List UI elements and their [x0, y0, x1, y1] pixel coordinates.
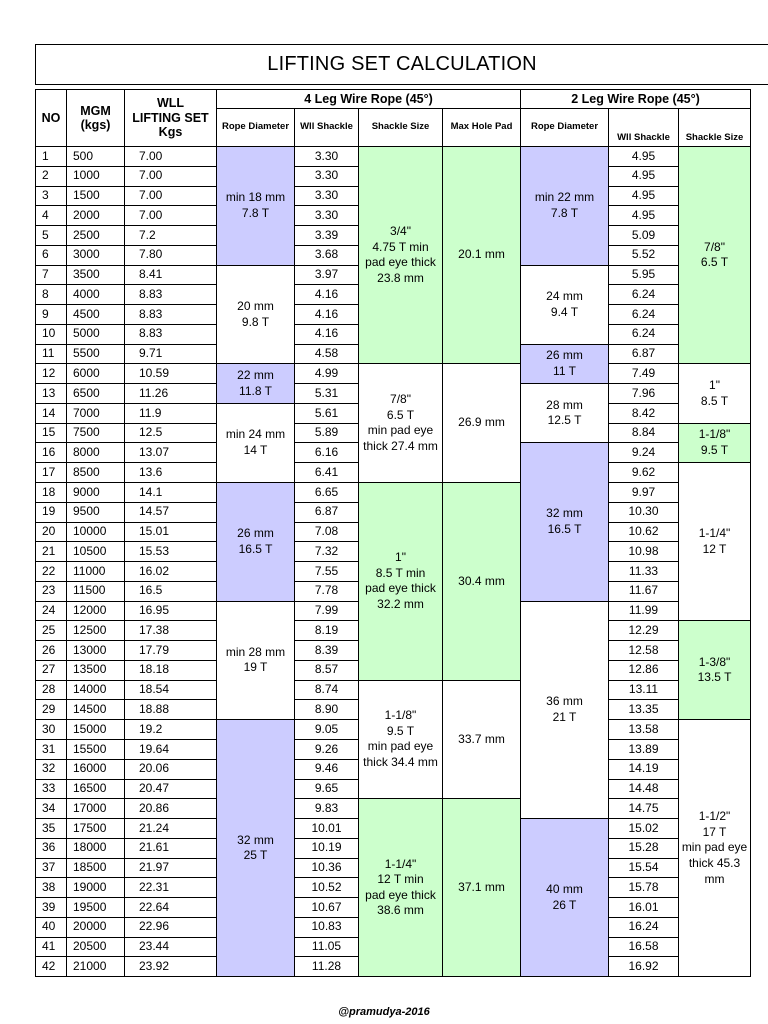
- row-mgm: 6000: [67, 364, 125, 384]
- row-wll-shackle-2leg: 5.52: [609, 246, 679, 266]
- row-wll-lifting-set: 18.18: [125, 661, 217, 681]
- row-no: 12: [36, 364, 67, 384]
- row-wll-lifting-set: 15.53: [125, 542, 217, 562]
- header-max-hole-pad: Max Hole Pad: [443, 109, 521, 147]
- row-wll-shackle-4leg: 3.68: [295, 246, 359, 266]
- row-no: 33: [36, 780, 67, 800]
- row-mgm: 4500: [67, 305, 125, 325]
- row-wll-lifting-set: 19.2: [125, 720, 217, 740]
- rope-diameter-4leg-group: 26 mm 16.5 T: [217, 483, 295, 602]
- row-wll-lifting-set: 22.96: [125, 918, 217, 938]
- row-wll-lifting-set: 7.00: [125, 167, 217, 187]
- row-no: 16: [36, 443, 67, 463]
- row-wll-shackle-2leg: 16.58: [609, 938, 679, 958]
- row-wll-shackle-2leg: 9.24: [609, 443, 679, 463]
- row-wll-shackle-2leg: 10.62: [609, 523, 679, 543]
- row-no: 35: [36, 819, 67, 839]
- row-wll-shackle-2leg: 7.96: [609, 384, 679, 404]
- row-wll-shackle-2leg: 14.48: [609, 780, 679, 800]
- row-mgm: 14000: [67, 681, 125, 701]
- row-wll-shackle-2leg: 6.24: [609, 325, 679, 345]
- row-wll-shackle-4leg: 3.30: [295, 187, 359, 207]
- row-mgm: 5000: [67, 325, 125, 345]
- row-wll-shackle-4leg: 7.08: [295, 523, 359, 543]
- max-hole-pad-group: 33.7 mm: [443, 681, 521, 800]
- row-mgm: 2000: [67, 206, 125, 226]
- row-mgm: 21000: [67, 957, 125, 977]
- row-wll-shackle-2leg: 16.24: [609, 918, 679, 938]
- row-wll-shackle-2leg: 8.84: [609, 424, 679, 444]
- row-wll-shackle-2leg: 14.19: [609, 760, 679, 780]
- row-mgm: 8000: [67, 443, 125, 463]
- row-mgm: 17000: [67, 799, 125, 819]
- row-wll-lifting-set: 21.24: [125, 819, 217, 839]
- row-wll-shackle-2leg: 16.92: [609, 957, 679, 977]
- row-wll-lifting-set: 8.41: [125, 266, 217, 286]
- row-wll-lifting-set: 7.00: [125, 206, 217, 226]
- max-hole-pad-group: 20.1 mm: [443, 147, 521, 364]
- header-rope-diameter-4leg: Rope Diameter: [217, 109, 295, 147]
- row-mgm: 1500: [67, 187, 125, 207]
- row-no: 37: [36, 859, 67, 879]
- row-wll-shackle-2leg: 12.58: [609, 641, 679, 661]
- row-no: 3: [36, 187, 67, 207]
- row-mgm: 12500: [67, 621, 125, 641]
- row-wll-lifting-set: 13.07: [125, 443, 217, 463]
- row-no: 41: [36, 938, 67, 958]
- row-wll-lifting-set: 7.80: [125, 246, 217, 266]
- row-no: 38: [36, 878, 67, 898]
- row-wll-shackle-4leg: 6.41: [295, 463, 359, 483]
- header-wll-shackle-2leg: Wll Shackle: [609, 109, 679, 147]
- row-wll-shackle-4leg: 8.90: [295, 700, 359, 720]
- row-no: 25: [36, 621, 67, 641]
- row-mgm: 19500: [67, 898, 125, 918]
- row-wll-shackle-4leg: 3.39: [295, 226, 359, 246]
- row-mgm: 8500: [67, 463, 125, 483]
- row-wll-shackle-2leg: 8.42: [609, 404, 679, 424]
- row-no: 6: [36, 246, 67, 266]
- row-wll-shackle-4leg: 4.99: [295, 364, 359, 384]
- row-no: 31: [36, 740, 67, 760]
- row-wll-shackle-4leg: 10.83: [295, 918, 359, 938]
- row-wll-lifting-set: 16.02: [125, 562, 217, 582]
- row-wll-lifting-set: 11.9: [125, 404, 217, 424]
- header-2-leg-wire-rope: 2 Leg Wire Rope (45°): [521, 90, 751, 109]
- row-wll-lifting-set: 19.64: [125, 740, 217, 760]
- row-no: 34: [36, 799, 67, 819]
- row-no: 24: [36, 602, 67, 622]
- row-wll-lifting-set: 12.5: [125, 424, 217, 444]
- row-no: 20: [36, 523, 67, 543]
- row-no: 2: [36, 167, 67, 187]
- row-wll-shackle-2leg: 4.95: [609, 206, 679, 226]
- shackle-size-2leg-group: 1-1/8" 9.5 T: [679, 424, 751, 464]
- row-wll-lifting-set: 20.47: [125, 780, 217, 800]
- row-mgm: 14500: [67, 700, 125, 720]
- header-wll-lifting-set: WLL LIFTING SET Kgs: [125, 90, 217, 147]
- row-wll-lifting-set: 8.83: [125, 305, 217, 325]
- row-wll-shackle-4leg: 3.97: [295, 266, 359, 286]
- shackle-size-4leg-group: 1-1/8" 9.5 T min pad eye thick 34.4 mm: [359, 681, 443, 800]
- row-wll-shackle-2leg: 10.30: [609, 503, 679, 523]
- row-mgm: 15500: [67, 740, 125, 760]
- row-no: 1: [36, 147, 67, 167]
- shackle-size-4leg-group: 1" 8.5 T min pad eye thick 32.2 mm: [359, 483, 443, 681]
- rope-diameter-4leg-group: 22 mm 11.8 T: [217, 364, 295, 404]
- row-mgm: 13500: [67, 661, 125, 681]
- row-no: 28: [36, 681, 67, 701]
- row-mgm: 17500: [67, 819, 125, 839]
- row-wll-shackle-2leg: 12.86: [609, 661, 679, 681]
- rope-diameter-2leg-group: 26 mm 11 T: [521, 345, 609, 385]
- row-no: 13: [36, 384, 67, 404]
- page-title: LIFTING SET CALCULATION: [35, 44, 768, 85]
- row-mgm: 20500: [67, 938, 125, 958]
- row-wll-shackle-4leg: 5.89: [295, 424, 359, 444]
- row-no: 18: [36, 483, 67, 503]
- row-no: 22: [36, 562, 67, 582]
- row-mgm: 18000: [67, 839, 125, 859]
- row-wll-lifting-set: 20.86: [125, 799, 217, 819]
- rope-diameter-4leg-group: min 24 mm 14 T: [217, 404, 295, 483]
- rope-diameter-4leg-group: min 28 mm 19 T: [217, 602, 295, 721]
- row-no: 27: [36, 661, 67, 681]
- row-wll-lifting-set: 7.00: [125, 147, 217, 167]
- row-wll-shackle-2leg: 15.02: [609, 819, 679, 839]
- author-footer: @pramudya-2016: [338, 1006, 430, 1018]
- row-wll-shackle-2leg: 11.99: [609, 602, 679, 622]
- row-wll-shackle-2leg: 11.67: [609, 582, 679, 602]
- row-no: 23: [36, 582, 67, 602]
- rope-diameter-4leg-group: 20 mm 9.8 T: [217, 266, 295, 365]
- row-wll-shackle-4leg: 9.05: [295, 720, 359, 740]
- row-no: 17: [36, 463, 67, 483]
- row-wll-shackle-4leg: 5.61: [295, 404, 359, 424]
- shackle-size-4leg-group: 7/8" 6.5 T min pad eye thick 27.4 mm: [359, 364, 443, 483]
- row-wll-lifting-set: 23.92: [125, 957, 217, 977]
- row-no: 5: [36, 226, 67, 246]
- row-wll-shackle-2leg: 15.78: [609, 878, 679, 898]
- row-wll-lifting-set: 8.83: [125, 325, 217, 345]
- header-no: NO: [36, 90, 67, 147]
- row-wll-shackle-4leg: 9.65: [295, 780, 359, 800]
- row-wll-lifting-set: 9.71: [125, 345, 217, 365]
- row-mgm: 19000: [67, 878, 125, 898]
- row-mgm: 9000: [67, 483, 125, 503]
- row-wll-shackle-2leg: 15.54: [609, 859, 679, 879]
- rope-diameter-4leg-group: 32 mm 25 T: [217, 720, 295, 977]
- row-wll-lifting-set: 15.01: [125, 523, 217, 543]
- row-wll-shackle-2leg: 9.62: [609, 463, 679, 483]
- row-wll-shackle-4leg: 9.26: [295, 740, 359, 760]
- row-no: 30: [36, 720, 67, 740]
- row-wll-shackle-4leg: 8.39: [295, 641, 359, 661]
- row-wll-shackle-2leg: 9.97: [609, 483, 679, 503]
- rope-diameter-2leg-group: 32 mm 16.5 T: [521, 443, 609, 601]
- row-no: 7: [36, 266, 67, 286]
- row-mgm: 4000: [67, 285, 125, 305]
- row-no: 39: [36, 898, 67, 918]
- row-wll-shackle-2leg: 12.29: [609, 621, 679, 641]
- row-mgm: 6500: [67, 384, 125, 404]
- row-wll-shackle-2leg: 6.24: [609, 285, 679, 305]
- row-mgm: 7000: [67, 404, 125, 424]
- row-no: 10: [36, 325, 67, 345]
- row-wll-shackle-2leg: 4.95: [609, 187, 679, 207]
- row-wll-lifting-set: 21.61: [125, 839, 217, 859]
- row-wll-lifting-set: 21.97: [125, 859, 217, 879]
- row-wll-lifting-set: 8.83: [125, 285, 217, 305]
- row-wll-shackle-2leg: 16.01: [609, 898, 679, 918]
- row-wll-shackle-4leg: 7.55: [295, 562, 359, 582]
- row-wll-shackle-4leg: 11.28: [295, 957, 359, 977]
- row-mgm: 12000: [67, 602, 125, 622]
- row-wll-lifting-set: 17.79: [125, 641, 217, 661]
- row-wll-lifting-set: 17.38: [125, 621, 217, 641]
- row-mgm: 16000: [67, 760, 125, 780]
- row-wll-shackle-4leg: 4.58: [295, 345, 359, 365]
- row-wll-shackle-2leg: 5.95: [609, 266, 679, 286]
- row-wll-shackle-2leg: 5.09: [609, 226, 679, 246]
- table-grid: [35, 89, 751, 977]
- row-mgm: 7500: [67, 424, 125, 444]
- row-wll-shackle-4leg: 3.30: [295, 147, 359, 167]
- row-wll-shackle-4leg: 6.65: [295, 483, 359, 503]
- row-wll-shackle-4leg: 11.05: [295, 938, 359, 958]
- row-mgm: 9500: [67, 503, 125, 523]
- row-no: 32: [36, 760, 67, 780]
- row-wll-shackle-2leg: 13.58: [609, 720, 679, 740]
- row-wll-lifting-set: 22.64: [125, 898, 217, 918]
- max-hole-pad-group: 26.9 mm: [443, 364, 521, 483]
- row-wll-shackle-4leg: 9.83: [295, 799, 359, 819]
- row-wll-shackle-2leg: 6.24: [609, 305, 679, 325]
- row-wll-shackle-4leg: 7.78: [295, 582, 359, 602]
- row-wll-shackle-2leg: 15.28: [609, 839, 679, 859]
- rope-diameter-4leg-group: min 18 mm 7.8 T: [217, 147, 295, 266]
- row-wll-lifting-set: 23.44: [125, 938, 217, 958]
- row-wll-lifting-set: 10.59: [125, 364, 217, 384]
- shackle-size-2leg-group: 1-1/2" 17 T min pad eye thick 45.3 mm: [679, 720, 751, 977]
- row-mgm: 11000: [67, 562, 125, 582]
- row-wll-lifting-set: 20.06: [125, 760, 217, 780]
- row-wll-shackle-4leg: 3.30: [295, 206, 359, 226]
- row-wll-shackle-4leg: 4.16: [295, 305, 359, 325]
- row-wll-shackle-4leg: 8.74: [295, 681, 359, 701]
- header-mgm: MGM (kgs): [67, 90, 125, 147]
- shackle-size-2leg-group: 1" 8.5 T: [679, 364, 751, 423]
- row-mgm: 10000: [67, 523, 125, 543]
- row-mgm: 3000: [67, 246, 125, 266]
- row-wll-shackle-2leg: 10.98: [609, 542, 679, 562]
- lifting-set-table: [35, 89, 751, 977]
- row-wll-shackle-2leg: 4.95: [609, 167, 679, 187]
- row-no: 14: [36, 404, 67, 424]
- row-wll-shackle-4leg: 6.16: [295, 443, 359, 463]
- header-wll-shackle-4leg: Wll Shackle: [295, 109, 359, 147]
- row-mgm: 20000: [67, 918, 125, 938]
- row-wll-shackle-4leg: 5.31: [295, 384, 359, 404]
- row-wll-shackle-4leg: 8.57: [295, 661, 359, 681]
- row-wll-shackle-4leg: 7.32: [295, 542, 359, 562]
- row-mgm: 13000: [67, 641, 125, 661]
- row-no: 4: [36, 206, 67, 226]
- row-wll-shackle-4leg: 3.30: [295, 167, 359, 187]
- row-mgm: 18500: [67, 859, 125, 879]
- shackle-size-2leg-group: 1-1/4" 12 T: [679, 463, 751, 621]
- row-wll-shackle-4leg: 4.16: [295, 325, 359, 345]
- shackle-size-4leg-group: 1-1/4" 12 T min pad eye thick 38.6 mm: [359, 799, 443, 977]
- row-wll-shackle-2leg: 4.95: [609, 147, 679, 167]
- row-wll-shackle-2leg: 14.75: [609, 799, 679, 819]
- row-wll-shackle-4leg: 10.67: [295, 898, 359, 918]
- row-wll-shackle-4leg: 10.36: [295, 859, 359, 879]
- row-wll-shackle-4leg: 4.16: [295, 285, 359, 305]
- row-wll-shackle-4leg: 9.46: [295, 760, 359, 780]
- row-wll-lifting-set: 7.00: [125, 187, 217, 207]
- header-shackle-size-4leg: Shackle Size: [359, 109, 443, 147]
- row-mgm: 15000: [67, 720, 125, 740]
- row-wll-lifting-set: 18.54: [125, 681, 217, 701]
- max-hole-pad-group: 30.4 mm: [443, 483, 521, 681]
- row-mgm: 500: [67, 147, 125, 167]
- row-no: 21: [36, 542, 67, 562]
- row-no: 8: [36, 285, 67, 305]
- max-hole-pad-group: 37.1 mm: [443, 799, 521, 977]
- rope-diameter-2leg-group: min 22 mm 7.8 T: [521, 147, 609, 266]
- row-no: 29: [36, 700, 67, 720]
- row-mgm: 2500: [67, 226, 125, 246]
- row-wll-shackle-4leg: 6.87: [295, 503, 359, 523]
- rope-diameter-2leg-group: 40 mm 26 T: [521, 819, 609, 977]
- row-no: 26: [36, 641, 67, 661]
- row-mgm: 3500: [67, 266, 125, 286]
- row-wll-lifting-set: 16.5: [125, 582, 217, 602]
- header-rope-diameter-2leg: Rope Diameter: [521, 109, 609, 147]
- row-no: 15: [36, 424, 67, 444]
- shackle-size-4leg-group: 3/4" 4.75 T min pad eye thick 23.8 mm: [359, 147, 443, 364]
- row-wll-shackle-2leg: 13.89: [609, 740, 679, 760]
- row-wll-shackle-4leg: 7.99: [295, 602, 359, 622]
- header-4-leg-wire-rope: 4 Leg Wire Rope (45°): [217, 90, 521, 109]
- rope-diameter-2leg-group: 28 mm 12.5 T: [521, 384, 609, 443]
- row-no: 11: [36, 345, 67, 365]
- row-wll-lifting-set: 18.88: [125, 700, 217, 720]
- row-no: 40: [36, 918, 67, 938]
- row-wll-lifting-set: 16.95: [125, 602, 217, 622]
- row-wll-shackle-4leg: 10.01: [295, 819, 359, 839]
- row-wll-shackle-4leg: 10.19: [295, 839, 359, 859]
- row-mgm: 11500: [67, 582, 125, 602]
- row-wll-lifting-set: 13.6: [125, 463, 217, 483]
- row-wll-shackle-2leg: 7.49: [609, 364, 679, 384]
- row-mgm: 16500: [67, 780, 125, 800]
- row-no: 9: [36, 305, 67, 325]
- row-wll-lifting-set: 14.1: [125, 483, 217, 503]
- row-no: 42: [36, 957, 67, 977]
- row-mgm: 10500: [67, 542, 125, 562]
- row-wll-lifting-set: 7.2: [125, 226, 217, 246]
- row-wll-lifting-set: 14.57: [125, 503, 217, 523]
- row-wll-shackle-4leg: 10.52: [295, 878, 359, 898]
- row-wll-shackle-2leg: 13.35: [609, 700, 679, 720]
- row-wll-lifting-set: 11.26: [125, 384, 217, 404]
- shackle-size-2leg-group: 1-3/8" 13.5 T: [679, 621, 751, 720]
- row-wll-lifting-set: 22.31: [125, 878, 217, 898]
- row-wll-shackle-4leg: 8.19: [295, 621, 359, 641]
- row-wll-shackle-2leg: 11.33: [609, 562, 679, 582]
- row-mgm: 1000: [67, 167, 125, 187]
- rope-diameter-2leg-group: 24 mm 9.4 T: [521, 266, 609, 345]
- rope-diameter-2leg-group: 36 mm 21 T: [521, 602, 609, 819]
- row-mgm: 5500: [67, 345, 125, 365]
- shackle-size-2leg-group: 7/8" 6.5 T: [679, 147, 751, 364]
- row-no: 19: [36, 503, 67, 523]
- row-no: 36: [36, 839, 67, 859]
- row-wll-shackle-2leg: 6.87: [609, 345, 679, 365]
- header-shackle-size-2leg: Shackle Size: [679, 109, 751, 147]
- row-wll-shackle-2leg: 13.11: [609, 681, 679, 701]
